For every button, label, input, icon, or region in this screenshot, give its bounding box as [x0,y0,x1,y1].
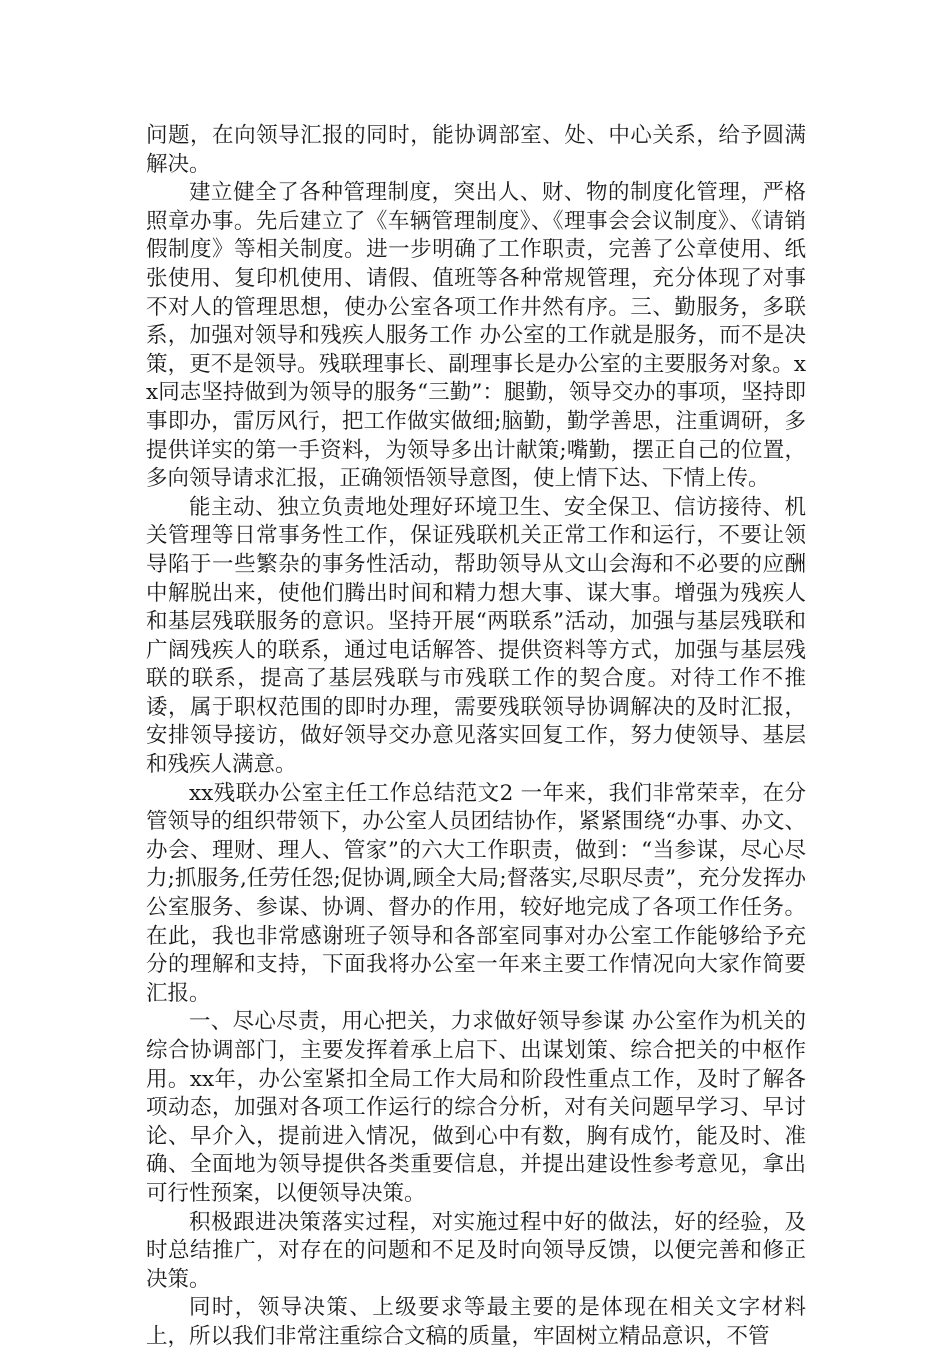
document-page [146,122,806,1352]
paragraph-management-system: 建立健全了各种管理制度，突出人、财、物的制度化管理，严格照章办事。先后建立了《车辆管理制度》、《理事会会议制度》、《请销假制度》等相关制度。进一步明确了工作职责，完善了公章使用、纸张使用、复印机使用、请假、值班等各种常规管理，充分体现了对事不对人的管理思想，使办公室各项工作井然有序。三、勤服务，多联系，加强对领导和残疾人服务工作 办公室的工作就是服务，而不是决策，更不是领导。残联理事长、副理事长是办公室的主要服务对象。xx同志坚持做到为领导的服务“三勤”：腿勤，领导交办的事项，坚持即事即办，雷厉风行，把工作做实做细;脑勤，勤学善思，注重调研，多提供详实的第一手资料，为领导多出计献策;嘴勤，摆正自己的位置，多向领导请求汇报，正确领悟领导意图，使上情下达、下情上传。 [146,180,806,492]
paragraph-continued: 问题，在向领导汇报的同时，能协调部室、处、中心关系，给予圆满解决。 [146,123,806,177]
paragraph-section-one: 一、尽心尽责，用心把关，力求做好领导参谋 办公室作为机关的综合协调部门，主要发挥着承上启下、出谋划策、综合把关的中枢作用。xx年，办公室紧扣全局工作大局和阶段性重点工作，及时了解各项动态，加强对各项工作运行的综合分析，对有关问题早学习、早讨论、早介入，提前进入情况，做到心中有数，胸有成竹，能及时、准确、全面地为领导提供各类重要信息，并提出建设性参考意见，拿出可行性预案，以便领导决策。 [146,1009,806,1206]
paragraph-daily-affairs: 能主动、独立负责地处理好环境卫生、安全保卫、信访接待、机关管理等日常事务性工作，保证残联机关正常工作和运行，不要让领导陷于一些繁杂的事务性活动，帮助领导从文山会海和不必要的应酬中解脱出来，使他们腾出时间和精力想大事、谋大事。增强为残疾人和基层残联服务的意识。坚持开展“两联系”活动，加强与基层残联和广阔残疾人的联系，通过电话解答、提供资料等方式，加强与基层残联的联系，提高了基层残联与市残联工作的契合度。对待工作不推诿，属于职权范围的即时办理，需要残联领导协调解决的及时汇报，安排领导接访，做好领导交办意见落实回复工作，努力使领导、基层和残疾人满意。 [146,494,806,778]
paragraph-writing-quality: 同时，领导决策、上级要求等最主要的是体现在相关文字材料上，所以我们非常注重综合文稿的质量，牢固树立精品意识，不管 [146,1295,806,1349]
paragraph-follow-up: 积极跟进决策落实过程，对实施过程中好的做法，好的经验，及时总结推广，对存在的问题和不足及时向领导反馈，以便完善和修正决策。 [146,1209,806,1292]
paragraph-summary-intro: xx残联办公室主任工作总结范文2 一年来，我们非常荣幸，在分管领导的组织带领下，办公室人员团结协作，紧紧围绕“办事、办文、办会、理财、理人、管家”的六大工作职责，做到：“当参谋，尽心尽力;抓服务,任劳任怨;促协调,顾全大局;督落实,尽职尽责”，充分发挥办公室服务、参谋、协调、督办的作用，较好地完成了各项工作任务。在此，我也非常感谢班子领导和各部室同事对办公室工作能够给予充分的理解和支持，下面我将办公室一年来主要工作情况向大家作简要汇报。 [146,780,806,1006]
